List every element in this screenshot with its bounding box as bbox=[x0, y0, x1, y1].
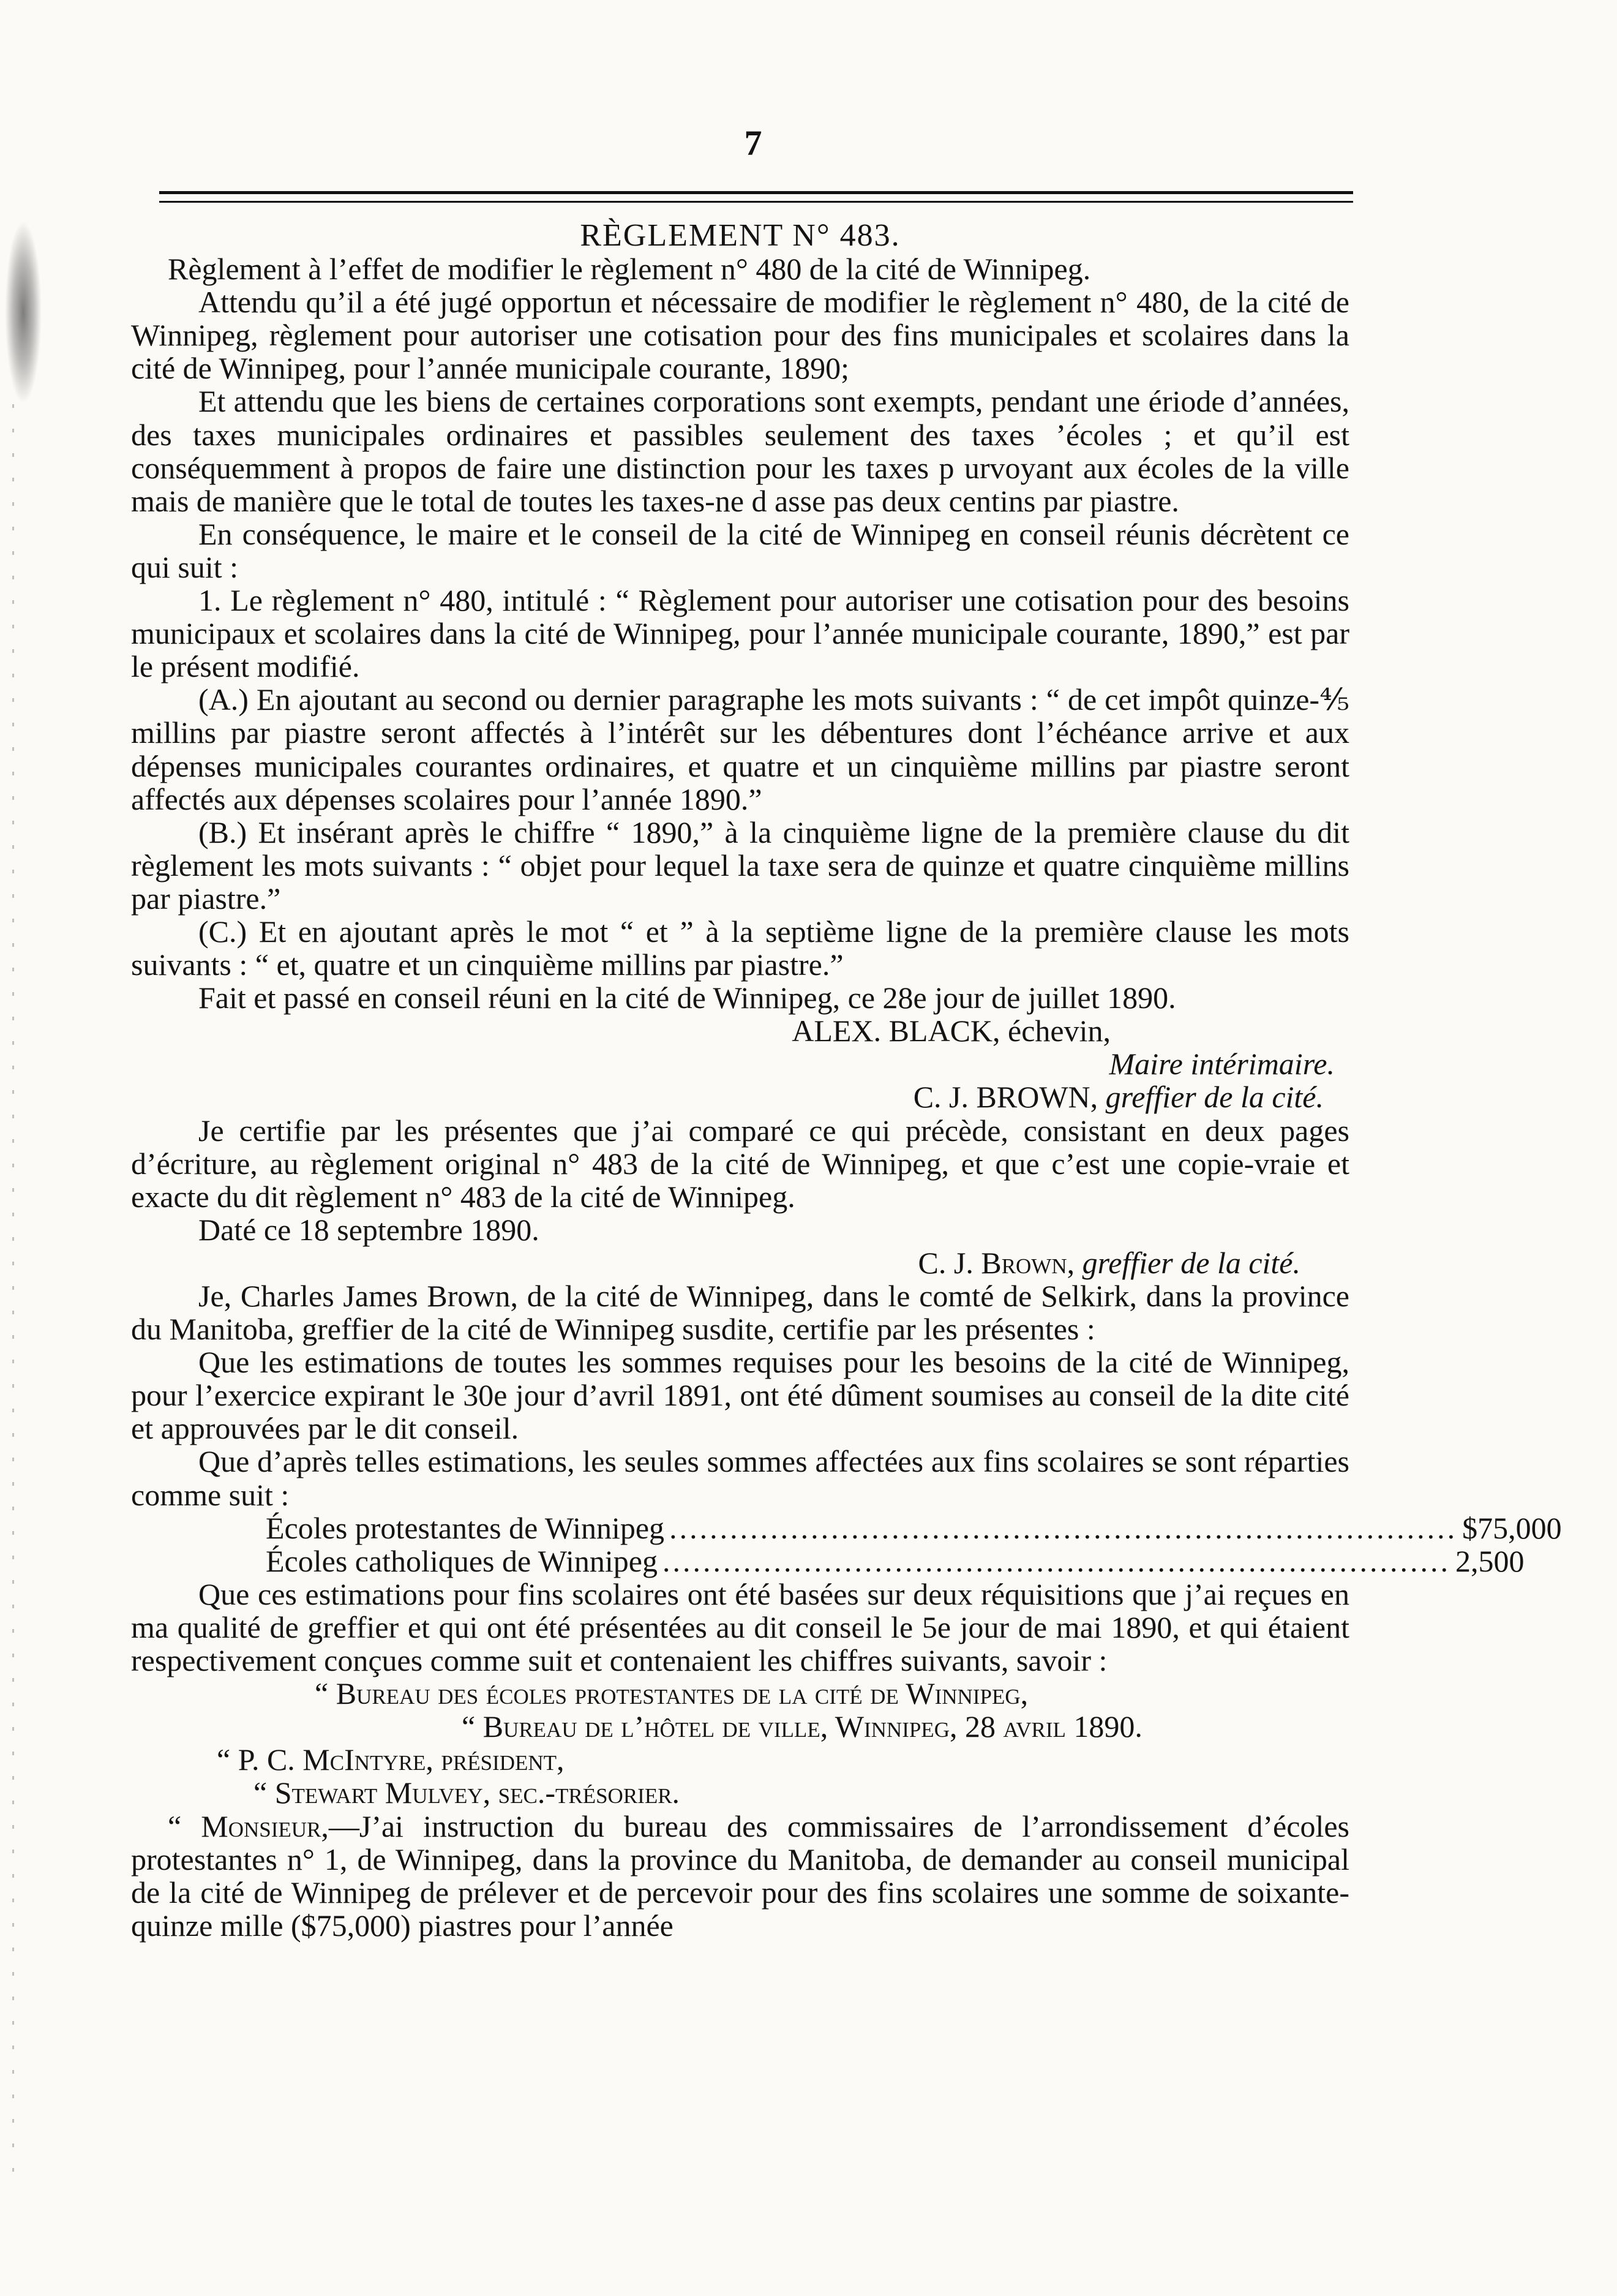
page-number: 7 bbox=[744, 123, 762, 163]
paragraph-requisitions: Que ces estimations pour fins scolaires ont été basées sur deux réquisitions que j’ai reçues en ma qualité de greffier et qui ont été présentées au dit conseil le 5e jour de mai 1890, et qui étaient respectivement conçues comme suit et contenaient les chiffres suivants, savoir : bbox=[131, 1576, 1349, 1678]
leader-dots: .............................................................................. bbox=[662, 1543, 1450, 1578]
letter-header-president: “ P. C. McIntyre, président, bbox=[217, 1742, 565, 1777]
body-text bbox=[131, 218, 1562, 1943]
signature-black-name: ALEX. BLACK, échevin, bbox=[792, 1014, 1111, 1048]
signature-brown-2-name: C. J. Brown, bbox=[918, 1245, 1075, 1280]
paragraph-estimates: Que les estimations de toutes les sommes requises pour les besoins de la cité de Winnipeg, pour l’exercice expirant le 30e jour d’avril 1891, ont été dûment soumises au conseil de la dite cité et approuvées par le dit conseil. bbox=[131, 1345, 1349, 1446]
paragraph-letter-body bbox=[131, 1810, 1349, 1942]
list-item bbox=[131, 1543, 1525, 1578]
signature-black-title: Maire intérimaire. bbox=[1109, 1047, 1335, 1082]
paragraph-article-1: 1. Le règlement n° 480, intitulé : “ Règlement pour autoriser une cotisation pour des besoins municipaux et scolaires dans la cité de Winnipeg, pour l’année municipale courante, 1890,” est par le présent modifié. bbox=[131, 583, 1349, 684]
paragraph-clause-c: (C.) Et en ajoutant après le mot “ et ” à la septième ligne de la première clause les mots suivants : “ et, quatre et un cinquième millins par piastre.” bbox=[131, 914, 1349, 982]
paragraph-allocation: Que d’après telles estimations, les seules sommes affectées aux fins scolaires se sont réparties comme suit : bbox=[131, 1444, 1349, 1512]
list-item bbox=[131, 1510, 1562, 1545]
header-rule-bottom bbox=[159, 201, 1353, 203]
leader-dots: .............................................................................. bbox=[669, 1510, 1458, 1545]
signature-brown-2 bbox=[131, 1246, 1349, 1279]
signature-brown-title: greffier de la cité. bbox=[1105, 1080, 1324, 1115]
scan-smudge bbox=[5, 220, 42, 404]
paragraph-declaration: Je, Charles James Brown, de la cité de Winnipeg, dans le comté de Selkirk, dans la province du Manitoba, greffier de la cité de Winnipeg susdite, certifie par les présentes : bbox=[131, 1279, 1349, 1347]
paragraph-done: Fait et passé en conseil réuni en la cité de Winnipeg, ce 28e jour de juillet 1890. bbox=[198, 981, 1176, 1015]
paragraph-consequence: En conséquence, le maire et le conseil de la cité de Winnipeg en conseil réunis décrètent ce qui suit : bbox=[131, 516, 1349, 584]
signature-brown-2-title: greffier de la cité. bbox=[1082, 1245, 1300, 1280]
bylaw-title: RÈGLEMENT N° 483. bbox=[580, 218, 901, 253]
letter-text: —J’ai instruction du bureau des commissaires de l’arrondissement d’écoles protestantes n° 1, de Winnipeg, dans la province du Manitoba, de demander au conseil municipal de la cité de Winnipeg de prélever et de percevoir pour des fins scolaires une somme de soixante-quinze mille ($75,000) piastres pour l’année bbox=[131, 1809, 1349, 1943]
paragraph-certify: Je certifie par les présentes que j’ai comparé ce qui précède, consistant en deux pages d’écriture, au règlement original n° 483 de la cité de Winnipeg, et que c’est une copie-vraie et exacte du dit règlement n° 483 de la cité de Winnipeg. bbox=[131, 1113, 1349, 1214]
signature-brown-name: C. J. BROWN, bbox=[913, 1080, 1098, 1115]
signature-brown bbox=[131, 1080, 1349, 1113]
paragraph-purpose: Règlement à l’effet de modifier le règlement n° 480 de la cité de Winnipeg. bbox=[168, 252, 1091, 287]
letter-header-place-date: “ Bureau de l’hôtel de ville, Winnipeg, 28 avril 1890. bbox=[462, 1709, 1142, 1744]
paragraph-clause-b: (B.) Et insérant après le chiffre “ 1890,” à la cinquième ligne de la première clause du dit règlement les mots suivants : “ objet pour lequel la taxe sera de quinze et quatre cinquième millins par piastre.” bbox=[131, 815, 1349, 916]
paragraph-date: Daté ce 18 septembre 1890. bbox=[198, 1212, 539, 1247]
school-amount: 2,500 bbox=[1455, 1543, 1525, 1578]
school-label: Écoles catholiques de Winnipeg bbox=[266, 1543, 658, 1578]
school-label: Écoles protestantes de Winnipeg bbox=[266, 1510, 665, 1545]
letter-salutation: “ Monsieur, bbox=[168, 1809, 329, 1843]
paragraph-whereas-1: Attendu qu’il a été jugé opportun et nécessaire de modifier le règlement n° 480, de la cité de Winnipeg, règlement pour autoriser une cotisation pour des fins municipales et scolaires dans la cité de Winnipeg, pour l’année municipale courante, 1890; bbox=[131, 285, 1349, 386]
letter-header-secretary: “ Stewart Mulvey, sec.-trésorier. bbox=[253, 1775, 680, 1810]
school-amount: $75,000 bbox=[1462, 1510, 1562, 1545]
paragraph-clause-a: (A.) En ajoutant au second ou dernier paragraphe les mots suivants : “ de cet impôt quinze-⅘ millins par piastre seront affectés à l’intérêt sur les débentures dont l’échéance arrive et aux dépenses municipales courantes ordinaires, et quatre et un cinquième millins par piastre seront affectés aux dépenses scolaires pour l’année 1890.” bbox=[131, 682, 1349, 816]
paragraph-whereas-2: Et attendu que les biens de certaines corporations sont exempts, pendant une ériode d’années, des taxes municipales ordinaires et passibles seulement des taxes ’écoles ; et qu’il est conséquemment à propos de faire une distinction pour les taxes p urvoyant aux écoles de la ville mais de manière que le total de toutes les taxes-ne d asse pas deux centins par piastre. bbox=[131, 384, 1349, 518]
header-rule-top bbox=[159, 191, 1353, 194]
scan-edge bbox=[12, 404, 14, 2180]
letter-header-board: “ Bureau des écoles protestantes de la cité de Winnipeg, bbox=[315, 1676, 1029, 1711]
